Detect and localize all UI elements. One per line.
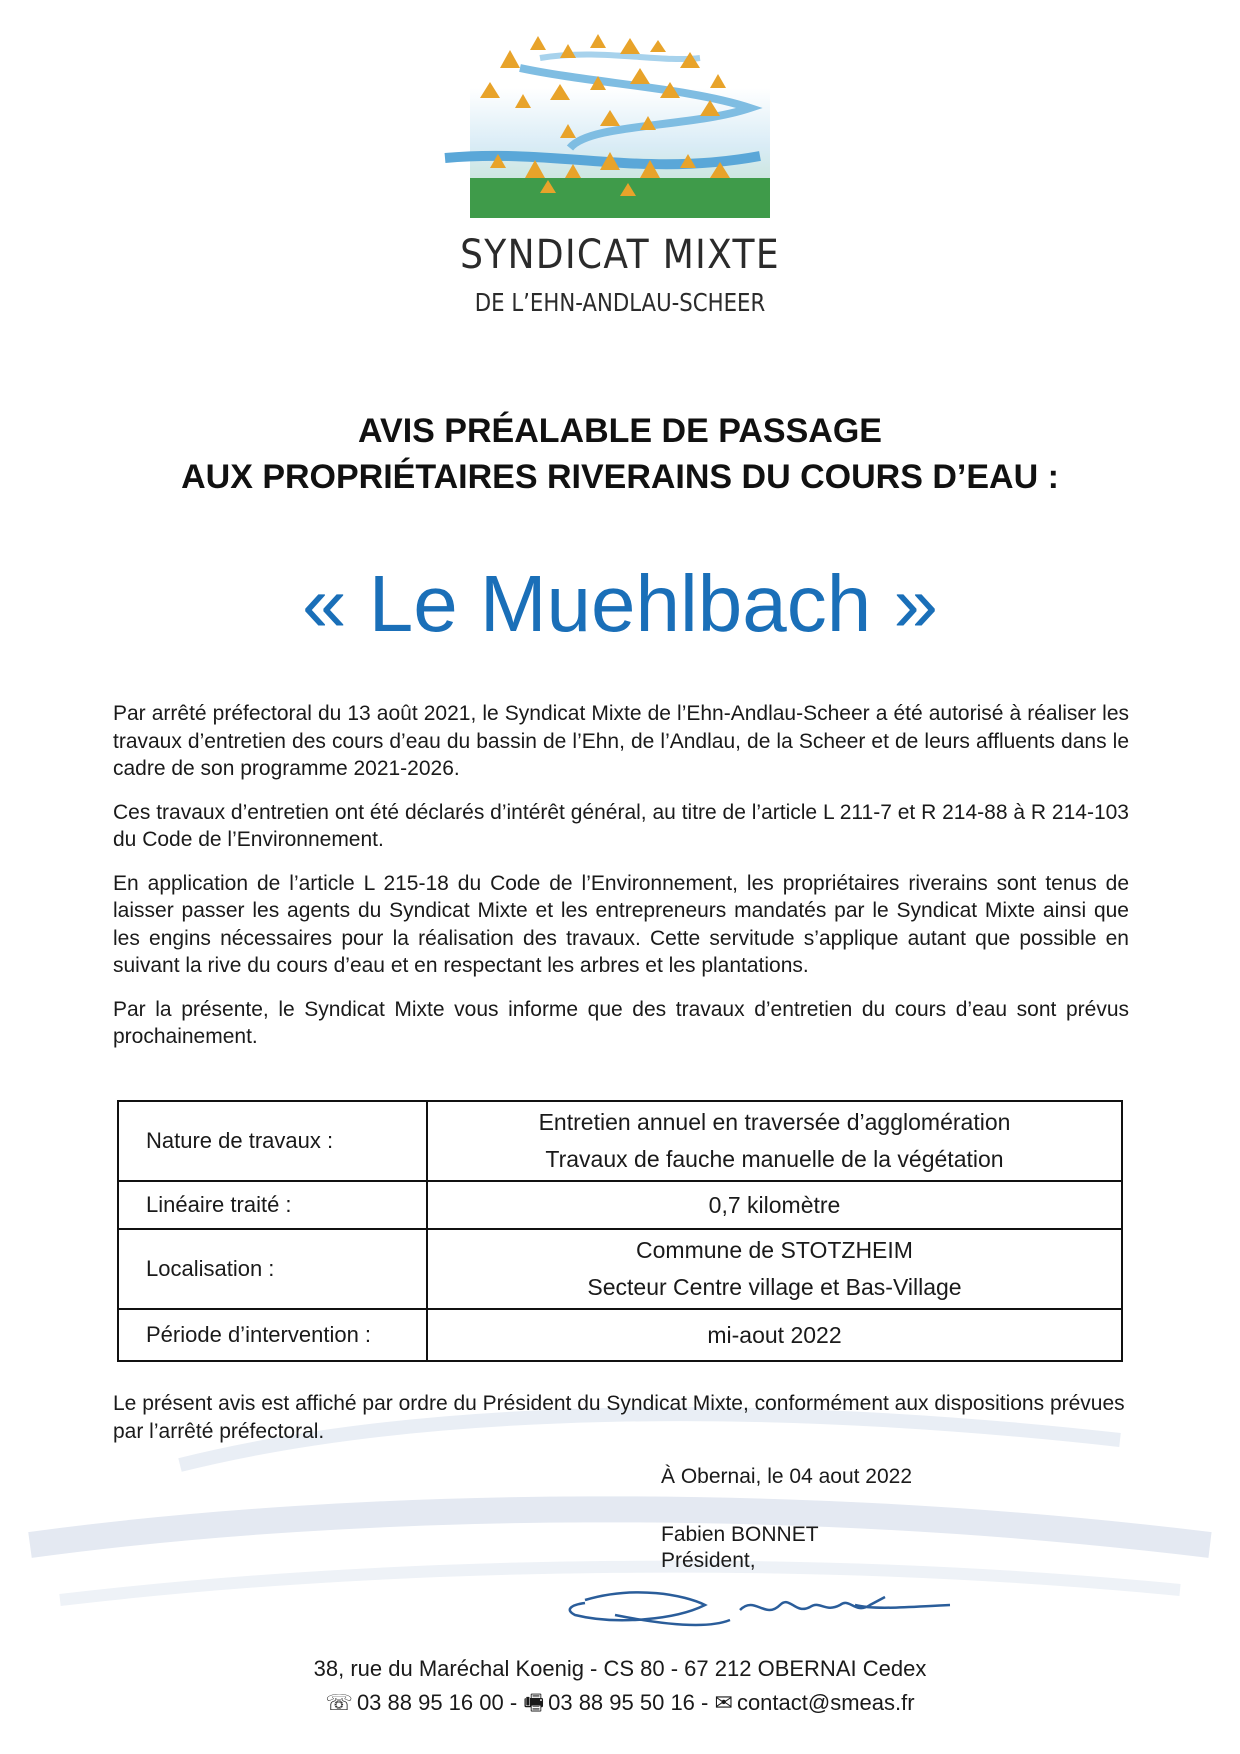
table-row	[118, 1181, 1122, 1229]
email-address[interactable]: contact@smeas.fr	[736, 1690, 915, 1715]
row-label: Nature de travaux :	[118, 1101, 427, 1181]
row-label: Linéaire traité :	[118, 1181, 427, 1229]
river-name: « Le Muehlbach »	[301, 559, 938, 648]
signer-role: Président,	[661, 1549, 756, 1572]
value-line: Secteur Centre village et Bas-Village	[587, 1274, 962, 1300]
handwritten-signature	[555, 1575, 965, 1645]
table-row	[118, 1229, 1122, 1309]
body-paragraph: Ces travaux d’entretien ont été déclarés d’intérêt général, au titre de l’article L 211-7 et R 214-88 à R 214-103 du Code de l’Environnement.	[113, 800, 1129, 851]
value-line: Entretien annuel en traversée d’agglomération	[538, 1109, 1011, 1135]
phone-number: 03 88 95 16 00	[356, 1690, 504, 1715]
phone-icon: ☏	[325, 1690, 353, 1715]
postal-address: 38, rue du Maréchal Koenig - CS 80 - 67 212 OBERNAI Cedex	[313, 1656, 927, 1681]
org-subtitle: DE L’EHN-ANDLAU-SCHEER	[474, 288, 766, 317]
fax-number: 03 88 95 50 16	[548, 1690, 695, 1715]
notice-title-line2: AUX PROPRIÉTAIRES RIVERAINS DU COURS D’EAU :	[181, 458, 1059, 496]
body-paragraph: Par la présente, le Syndicat Mixte vous informe que des travaux d’entretien du cours d’eau sont prévus prochainement.	[113, 997, 1129, 1048]
fax-icon: 🖷	[523, 1690, 545, 1715]
value-line: 0,7 kilomètre	[708, 1191, 841, 1218]
table-row	[118, 1101, 1122, 1181]
works-info-table	[117, 1100, 1123, 1362]
row-value	[427, 1309, 1122, 1361]
body-paragraph: En application de l’article L 215-18 du Code de l’Environnement, les propriétaires riverains sont tenus de laisser passer les agents du Syndicat Mixte et les entrepreneurs mandatés par le Syndicat Mixte ainsi que les engins nécessaires pour la réalisation des travaux. Cette servitude s’applique autant que possible en suivant la rive du cours d’eau et en respectant les arbres et les plantations.	[113, 871, 1129, 977]
value-line: Commune de STOTZHEIM	[636, 1237, 913, 1263]
body-paragraph: Par arrêté préfectoral du 13 août 2021, le Syndicat Mixte de l’Ehn-Andlau-Scheer a été autorisé à réaliser les travaux d’entretien des cours d’eau du bassin de l’Ehn, de l’Andlau, de la Scheer et de leurs affluents dans le cadre de son programme 2021-2026.	[113, 702, 1129, 780]
signer-name: Fabien BONNET	[661, 1523, 819, 1546]
contact-line: ☏ 03 88 95 16 00 - 🖷 03 88 95 50 16 - ✉ contact@smeas.fr	[100, 1686, 1140, 1724]
syndicat-logo	[440, 28, 800, 228]
org-name: SYNDICAT MIXTE	[460, 232, 780, 278]
row-value	[427, 1101, 1122, 1181]
value-line: Travaux de fauche manuelle de la végétation	[545, 1146, 1004, 1172]
value-line: mi-aout 2022	[707, 1321, 842, 1348]
place-date: À Obernai, le 04 aout 2022	[661, 1465, 913, 1488]
notice-body	[113, 700, 1129, 1067]
mail-icon: ✉	[714, 1690, 733, 1715]
row-value	[427, 1181, 1122, 1229]
row-label: Période d’intervention :	[118, 1309, 427, 1361]
row-label: Localisation :	[118, 1229, 427, 1309]
row-value	[427, 1229, 1122, 1309]
signer-block	[661, 1522, 819, 1574]
notice-title-line1: AVIS PRÉALABLE DE PASSAGE	[358, 412, 882, 450]
table-row	[118, 1309, 1122, 1361]
closing-note: Le présent avis est affiché par ordre du Président du Syndicat Mixte, conformément aux dispositions prévues par l’arrêté préfectoral.	[113, 1392, 1125, 1443]
